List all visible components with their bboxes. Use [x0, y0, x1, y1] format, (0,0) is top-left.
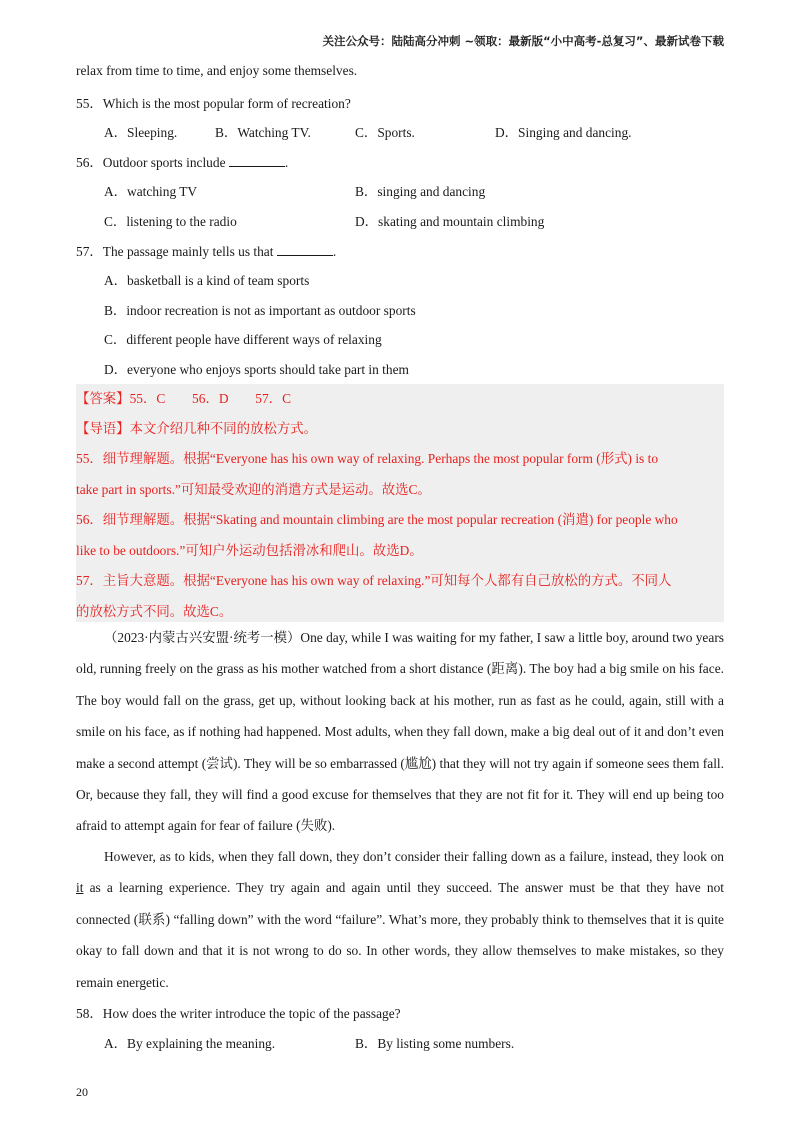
guide-line	[76, 418, 317, 437]
guide-text: 本文介绍几种不同的放松方式。	[129, 421, 318, 436]
q56-blank	[229, 154, 285, 167]
page-number: 20	[76, 1085, 88, 1099]
explanation-57-line2: 的放松方式不同。故选C。	[76, 604, 233, 619]
q55-option-a: A．Sleeping.	[104, 125, 178, 140]
intro-tail-text: relax from time to time, and enjoy some themselves.	[76, 63, 358, 78]
q56-option-a: A．watching TV	[104, 184, 198, 199]
q55-option-d: D．Singing and dancing.	[495, 125, 632, 140]
guide-label: 【导语】	[76, 421, 130, 436]
q57-option-d: D．everyone who enjoys sports should take part in them	[104, 362, 409, 377]
q56-option-d: D．skating and mountain climbing	[355, 214, 545, 229]
q57-option-c: C．different people have different ways of relaxing	[104, 332, 382, 347]
answer-label: 【答案】	[76, 391, 130, 406]
explanation-57-line1: 57．主旨大意题。根据“Everyone has his own way of relaxing.”可知每个人都有自己放松的方式。不同人	[76, 573, 672, 588]
q56-stem-text: 56．Outdoor sports include	[76, 155, 226, 170]
page-header: 关注公众号：陆陆高分冲刺 ~领取：最新版“小中高考-总复习”、最新试卷下载	[322, 34, 724, 48]
explanation-55-line2: take part in sports.”可知最受欢迎的消遣方式是运动。故选C。	[76, 482, 431, 497]
q56-stem	[76, 152, 288, 171]
q58-option-b: B．By listing some numbers.	[355, 1036, 515, 1051]
q57-stem-text: 57．The passage mainly tells us that	[76, 244, 274, 259]
q55-stem: 55．Which is the most popular form of recreation?	[76, 96, 351, 111]
q55-option-b: B．Watching TV.	[215, 125, 311, 140]
q56-stem-end: .	[284, 155, 289, 170]
q57-option-b: B．indoor recreation is not as important as outdoor sports	[104, 303, 416, 318]
q56-option-c: C．listening to the radio	[104, 214, 237, 229]
answer-line	[76, 388, 291, 407]
passage-paragraph-1: （2023·内蒙古兴安盟·统考一模）One day, while I was waiting for my father, I saw a little boy, around two years old, running freely on the grass as his mother watched from a short distance (距离). The boy had a big smile on his face. The boy would fall on the grass, get up, without looking back at his mother, run as fast as he could, again, still with a smile on his face, as if nothing had happened. Most adults, when they fall down, make a big deal out of it and don’t even make a second attempt (尝试). They will be so embarrassed (尴尬) that they will not try again if someone sees them fall. Or, because they fall, they will find a good excuse for themselves that they are not fit for it. They will end up being too afraid to attempt again for fear of failure (失败).	[76, 630, 724, 834]
explanation-56-line2: like to be outdoors.”可知户外运动包括滑冰和爬山。故选D。	[76, 543, 423, 558]
passage-paragraph-2	[76, 841, 724, 998]
explanation-55-line1: 55．细节理解题。根据“Everyone has his own way of relaxing. Perhaps the most popular form (形式) is to	[76, 451, 659, 466]
q58-stem: 58．How does the writer introduce the topic of the passage?	[76, 1006, 401, 1021]
q55-option-c: C．Sports.	[355, 125, 415, 140]
q57-blank	[277, 243, 333, 256]
q57-stem	[76, 241, 336, 260]
passage-p2-start: However, as to kids, when they fall down, they don’t consider their falling down as a failure, instead, they look on	[104, 849, 724, 864]
q57-option-a: A．basketball is a kind of team sports	[104, 273, 310, 288]
q57-stem-end: .	[332, 244, 337, 259]
answer-values: 55．C 56．D 57．C	[129, 391, 292, 406]
passage-p2-end: as a learning experience. They try again and again until they succeed. The answer must be that they have not connected (联系) “falling down” with the word “failure”. What’s more, they probably think to themselves that it is quite okay to fall down and that it is not wrong to do so. In other words, they allow themselves to make mistakes, so they remain energetic.	[76, 880, 724, 990]
q58-option-a: A．By explaining the meaning.	[104, 1036, 276, 1051]
q56-option-b: B．singing and dancing	[355, 184, 486, 199]
passage-p2-underlined-it: it	[76, 880, 84, 896]
explanation-56-line1: 56．细节理解题。根据“Skating and mountain climbing are the most popular recreation (消遣) for people who	[76, 512, 678, 527]
